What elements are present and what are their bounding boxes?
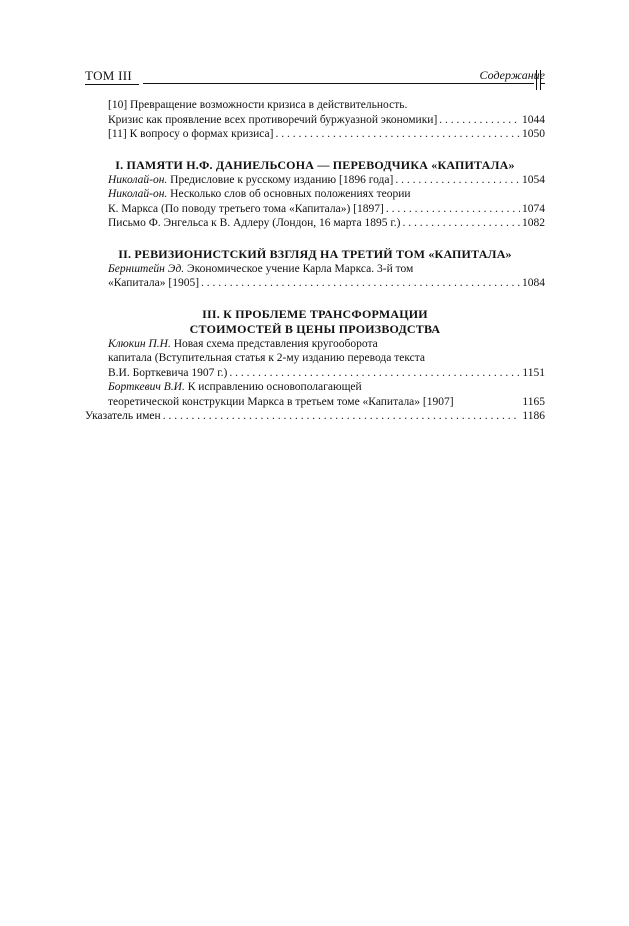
page-number: 1054 (522, 173, 545, 186)
volume-underline (85, 84, 139, 85)
author-name: Клюкин П.Н. (108, 337, 171, 350)
volume-label: ТОМ III (85, 68, 133, 83)
section-heading: II. РЕВИЗИОНИСТСКИЙ ВЗГЛЯД НА ТРЕТИЙ ТОМ «КАПИТАЛА» (118, 246, 512, 261)
page-number: 1044 (522, 113, 545, 126)
toc-line (108, 98, 545, 113)
toc-line (108, 366, 545, 381)
author-name: Николай-он. (108, 173, 168, 186)
page-number: 1084 (522, 277, 545, 289)
toc-line (108, 276, 545, 291)
toc-entry-text (108, 187, 411, 202)
toc-entry-text (108, 337, 378, 352)
dot-leader (229, 366, 520, 381)
toc-line (108, 202, 545, 217)
toc-line (108, 113, 545, 128)
toc-line (108, 187, 545, 202)
toc-line (108, 173, 545, 188)
toc-entry-title: К исправлению основополагающей (184, 381, 362, 393)
toc-entry-title: Новая схема представления кругооборота (170, 337, 378, 350)
toc-entry (85, 173, 545, 188)
toc-entry-text: Кризис как проявление всех противоречий буржуазной экономики] (108, 113, 438, 126)
toc-entry-title: Несколько слов об основных положениях теории (167, 188, 411, 200)
dot-leader (402, 216, 520, 231)
page-number: 1074 (522, 202, 545, 215)
toc-line (108, 127, 545, 142)
dot-leader (395, 173, 520, 188)
toc-entry (85, 98, 545, 127)
dot-leader (275, 127, 520, 142)
toc-entry-title: Предисловие к русскому изданию [1896 года] (167, 173, 394, 186)
toc-entry-text: капитала (Вступительная статья к 2-му изданию перевода текста (108, 352, 426, 364)
toc-index-entry (85, 409, 545, 424)
toc-entry-text: теоретической конструкции Маркса в третьем томе «Капитала» [1907] (108, 395, 454, 408)
toc-entry-text (108, 380, 362, 395)
toc-entry-text: [10] Превращение возможности кризиса в действительность. (108, 99, 408, 111)
toc-entry (85, 262, 545, 291)
toc-entry (85, 337, 545, 381)
toc-line (108, 351, 545, 366)
dot-leader (439, 113, 520, 128)
toc-line (108, 216, 545, 231)
toc-entry-text: [11] К вопросу о формах кризиса] (108, 128, 274, 140)
toc-line (108, 262, 545, 277)
dot-leader (201, 276, 520, 291)
author-name: Бернштейн Эд. (108, 262, 185, 275)
table-of-contents (85, 98, 545, 424)
toc-entry-text: Указатель имен (85, 410, 161, 422)
toc-entry (85, 187, 545, 216)
toc-entry-text: В.И. Борткевича 1907 г.) (108, 366, 228, 379)
page-number: 1082 (522, 217, 545, 229)
toc-entry (85, 127, 545, 142)
page-number: 1050 (522, 128, 545, 140)
author-name: Николай-он. (108, 188, 168, 200)
page-number: 1165 (522, 395, 545, 408)
author-name: Борткевич В.И. (108, 381, 185, 393)
header-rule (143, 83, 534, 84)
running-header (85, 68, 545, 88)
toc-entry (85, 216, 545, 231)
section-heading-line1: III. К ПРОБЛЕМЕ ТРАНСФОРМАЦИИ (202, 306, 428, 321)
page-number: 1151 (522, 366, 545, 379)
toc-entry-text: Письмо Ф. Энгельса к В. Адлеру (Лондон, 16 марта 1895 г.) (108, 217, 401, 229)
toc-line (108, 337, 545, 352)
toc-line (108, 395, 545, 410)
section-label: Содержание (479, 68, 545, 82)
header-rule-end (540, 83, 545, 84)
toc-entry-title: Экономическое учение Карла Маркса. 3-й том (184, 262, 414, 275)
toc-entry-text (108, 173, 393, 188)
dot-leader (386, 202, 520, 217)
toc-entry-text: К. Маркса (По поводу третьего тома «Капитала») [1897] (108, 202, 384, 215)
section-heading-line2: СТОИМОСТЕЙ В ЦЕНЫ ПРОИЗВОДСТВА (189, 321, 441, 336)
toc-entry-text: «Капитала» [1905] (108, 277, 200, 289)
dot-leader (163, 409, 521, 424)
toc-entry (85, 380, 545, 409)
section-heading: I. ПАМЯТИ Н.Ф. ДАНИЕЛЬСОНА — ПЕРЕВОДЧИКА «КАПИТАЛА» (115, 157, 515, 172)
toc-entry-text (108, 262, 413, 277)
toc-line (108, 380, 545, 395)
page-number: 1186 (522, 410, 545, 422)
